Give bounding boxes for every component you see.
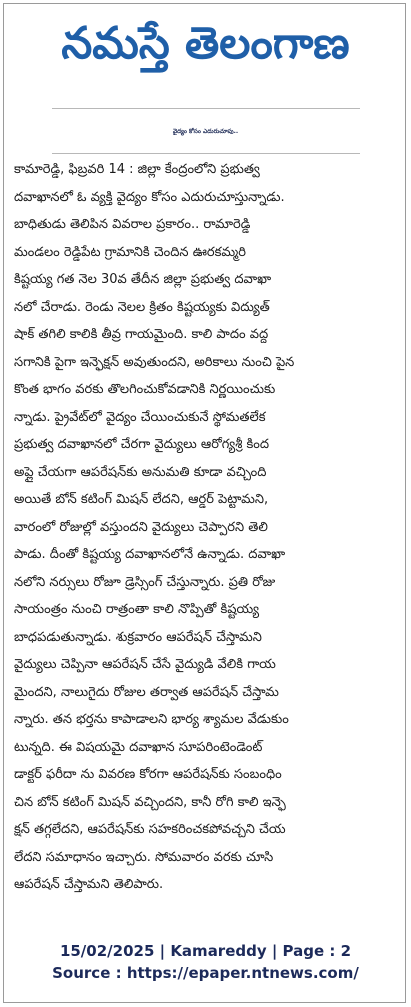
article-line: కామారెడ్డి, ఫిబ్రవరి 14 : జిల్లా కేంద్రంలోని ప్రభుత్వ — [14, 162, 260, 177]
article-line: ప్రభుత్వ దవాఖానలో చేరగా వైద్యులు ఆరోగ్యశ్రీ కింద — [14, 437, 270, 452]
article-line: సగానికి పైగా ఇన్ఫెక్షన్ అవుతుందని, అరికాలు నుంచి పైన — [14, 354, 295, 370]
article-line: బాధపడుతున్నాడు. శుక్రవారం ఆపరేషన్ చేస్తామని — [14, 629, 262, 645]
article-line: వారంలో రోజుల్లో వస్తుందని వైద్యులు చెప్పారని తెలి — [14, 519, 268, 535]
page-footer — [0, 940, 411, 984]
article-line: క్షన్ తగ్గలేదని, ఆపరేషన్‌కు సహకరించకపోవచ్చని చేయ — [14, 822, 286, 837]
article-line: పాడు. దీంతో కిష్టయ్య దవాఖానలోనే ఉన్నాడు. దవాఖా — [14, 547, 286, 562]
article-line: నలో చేరాడు. రెండు నెలల క్రితం కిష్టయ్యకు విద్యుత్ — [14, 299, 270, 315]
article-line: మైందని, నాలుగైదు రోజుల తర్వాత ఆపరేషన్ చేస్తామ — [14, 684, 279, 700]
article-line: షాక్ తగిలి కాలికి తీవ్ర గాయమైంది. కాలి పాదం వద్ద — [14, 327, 269, 342]
article-line: అయితే బోన్ కటింగ్ మిషన్ లేదని, ఆర్డర్ పెట్టామని, — [14, 492, 269, 507]
article-line: డాక్టర్ ఫరీదా ను వివరణ కోరగా ఆపరేషన్‌కు సంబంధిం — [14, 767, 282, 782]
article-line: అప్లై చేయగా ఆపరేషన్‌కు అనుమతి కూడా వచ్చింది — [14, 464, 267, 480]
article-line: దవాఖానలో ఓ వ్యక్తి వైద్యం కోసం ఎదురుచూస్తున్నాడు. — [14, 189, 285, 205]
footer-source: Source : https://epaper.ntnews.com/ — [52, 964, 359, 982]
article-line: సాయంత్రం నుంచి రాత్రంతా కాలి నొప్పితో కిష్టయ్య — [14, 602, 260, 617]
article-line: న్నారు. తన భర్తను కాపాడాలని భార్య శ్యామల వేడుకుం — [14, 712, 289, 727]
article-line: వైద్యులు చెప్పినా ఆపరేషన్ చేసే వైద్యుడి వేలికి గాయ — [14, 657, 276, 672]
article-line: మండలం రెడ్డిపేట గ్రామానికి చెందిన ఊరకమ్మరి — [14, 244, 246, 260]
article-body — [14, 156, 392, 899]
article-line: బాధితుడు తెలిపిన వివరాల ప్రకారం.. రామారెడ్డి — [14, 217, 251, 232]
footer-meta: 15/02/2025 | Kamareddy | Page : 2 — [59, 942, 352, 960]
article-line: న్నాడు. ప్రైవేట్‌లో వైద్యం చేయించుకునే స్థోమతలేక — [14, 409, 266, 425]
article-line: చిన బోన్ కటింగ్ మిషన్ వచ్చిందని, కానీ రోగి కాలి ఇన్ఫె — [14, 794, 286, 810]
article-line: నలోని నర్సులు రోజూ డ్రెస్సింగ్ చేస్తున్నారు. ప్రతి రోజు — [14, 574, 276, 590]
article-line: ఆపరేషన్ చేస్తామని తెలిపారు. — [14, 877, 164, 892]
masthead-title: నమస్తే తెలంగాణ — [61, 18, 350, 69]
article-line: కిష్టయ్య గత నెల 30వ తేదీన జిల్లా ప్రభుత్వ దవాఖా — [14, 272, 272, 287]
article-line: లేదని సమాధానం ఇచ్చారు. సోమవారం వరకు చూసి — [14, 849, 274, 865]
newspaper-masthead — [0, 0, 411, 96]
article-headline: వైద్యం కోసం ఎదురుచూపు.. — [172, 128, 239, 135]
headline-rule-bottom — [52, 153, 360, 154]
article-line: కొంత భాగం వరకు తొలగించుకోవడానికి నిర్ణయించుకు — [14, 382, 276, 397]
article-line: టున్నది. ఈ విషయమై దవాఖాన సూపరింటెండెంట్ — [14, 739, 263, 755]
headline-rule-top — [52, 108, 360, 109]
